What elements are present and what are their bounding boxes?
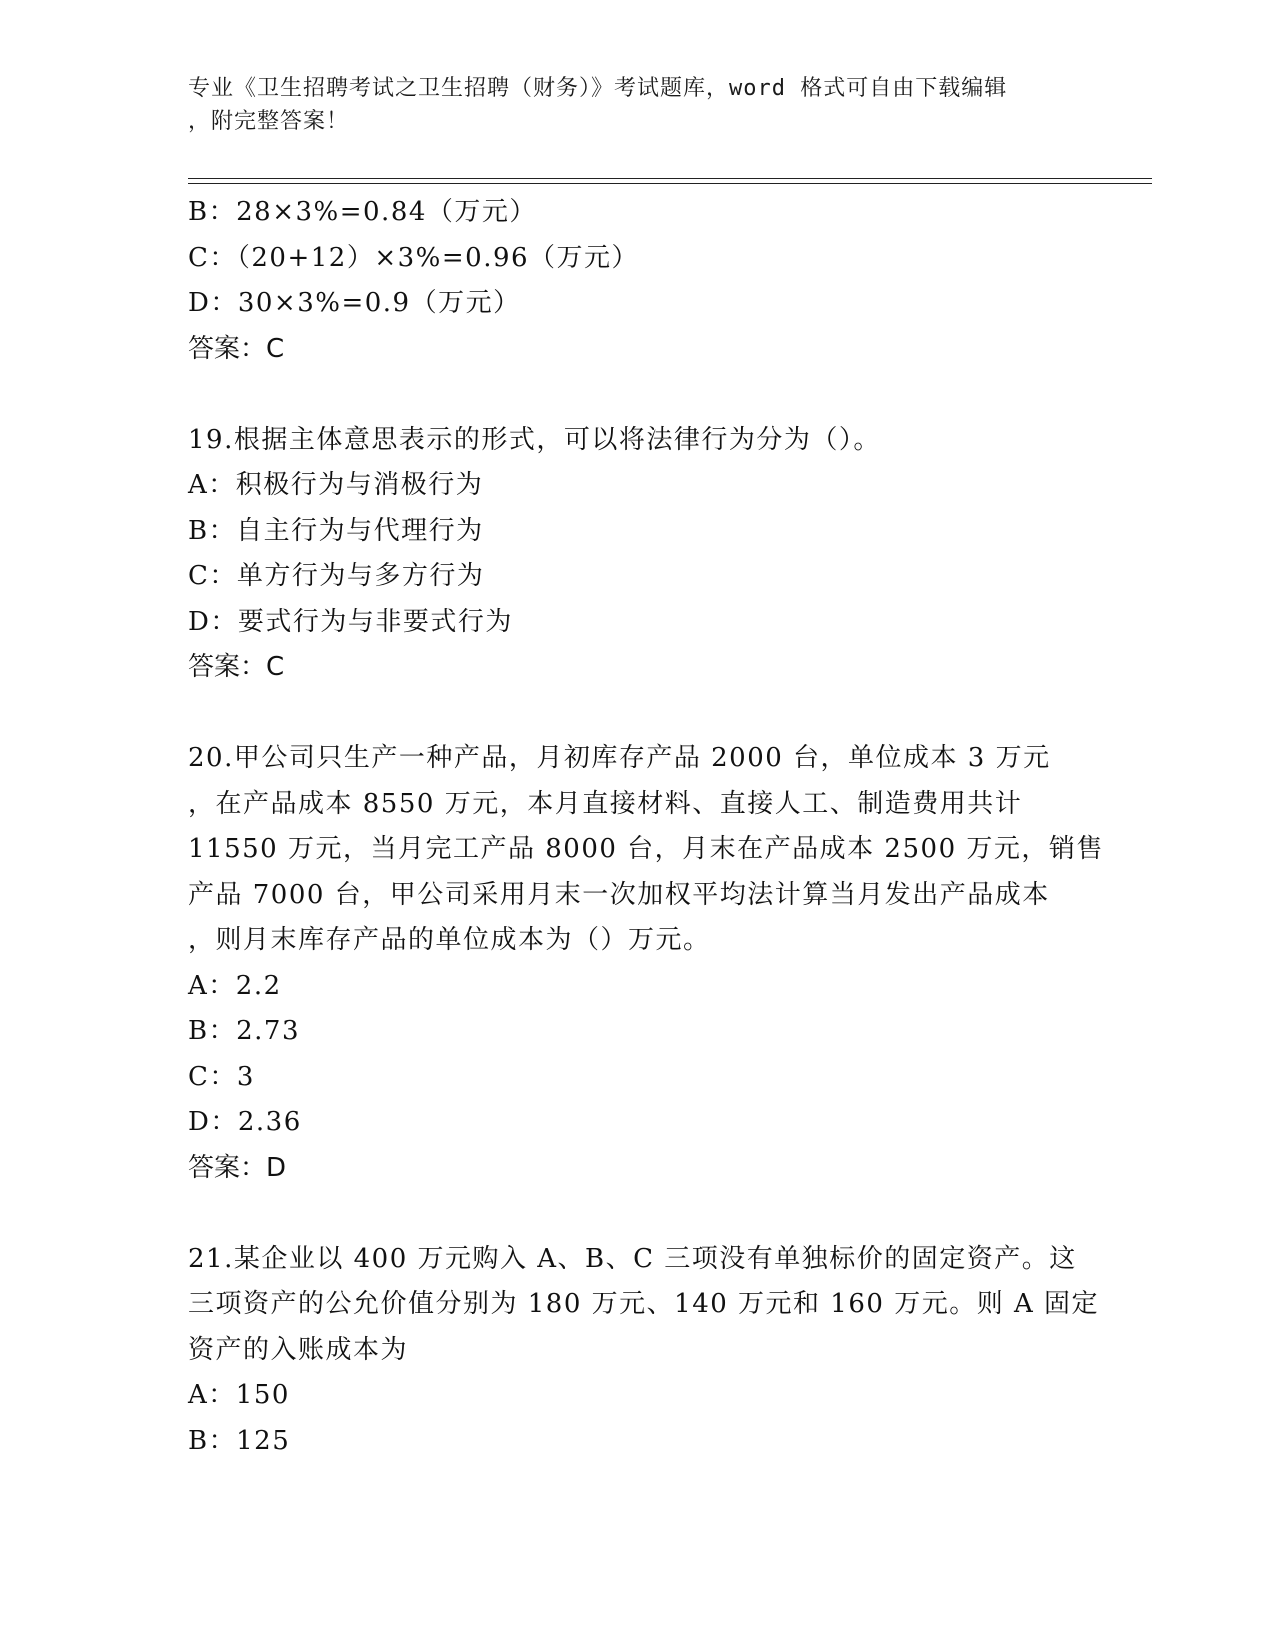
question-20 <box>188 736 1104 1191</box>
question-text-line: 20.甲公司只生产一种产品，月初库存产品 2000 台，单位成本 3 万元 <box>188 743 1051 773</box>
header-divider-bottom <box>188 183 1152 184</box>
option-d: D：30×3%=0.9（万元） <box>188 288 521 318</box>
header-divider-top <box>188 178 1152 179</box>
option-a: A：2.2 <box>188 970 282 1001</box>
answer: 答案：C <box>188 333 285 364</box>
question-18 <box>188 190 1088 372</box>
option-c: C：（20+12）×3%=0.96（万元） <box>188 242 640 273</box>
header-line-2: ，附完整答案！ <box>188 109 350 134</box>
question-content <box>188 190 1104 1464</box>
option-b: B：28×3%=0.84（万元） <box>188 197 537 227</box>
question-text-line: 三项资产的公允价值分别为 180 万元、140 万元和 160 万元。则 A 固定 <box>188 1289 1100 1319</box>
spacer <box>188 1191 1088 1237</box>
option-c: C：单方行为与多方行为 <box>188 561 485 591</box>
question-text-line: 资产的入账成本为 <box>188 1334 409 1365</box>
answer: 答案：C <box>188 652 285 682</box>
document-header <box>188 72 1088 138</box>
answer: 答案：D <box>188 1152 287 1183</box>
option-c: C：3 <box>188 1061 255 1092</box>
option-b: B：125 <box>188 1425 291 1456</box>
spacer <box>188 372 1088 418</box>
question-21 <box>188 1237 1100 1465</box>
question-text: 19.根据主体意思表示的形式，可以将法律行为分为（）。 <box>188 424 881 455</box>
option-d: D：要式行为与非要式行为 <box>188 606 513 637</box>
option-b: B：2.73 <box>188 1016 300 1046</box>
header-line-1: 专业《卫生招聘考试之卫生招聘（财务）》考试题库，word 格式可自由下载编辑 <box>188 76 1008 101</box>
question-19 <box>188 418 1088 691</box>
question-text-line: 11550 万元，当月完工产品 8000 台，月末在产品成本 2500 万元，销售 <box>188 834 1104 864</box>
question-text-line: ，则月末库存产品的单位成本为（）万元。 <box>188 925 711 955</box>
question-text-line: 产品 7000 台，甲公司采用月末一次加权平均法计算当月发出产品成本 <box>188 879 1050 910</box>
option-b: B：自主行为与代理行为 <box>188 515 484 546</box>
question-text-line: ，在产品成本 8550 万元，本月直接材料、直接人工、制造费用共计 <box>188 788 1023 819</box>
question-text-line: 21.某企业以 400 万元购入 A、B、C 三项没有单独标价的固定资产。这 <box>188 1243 1077 1274</box>
option-a: A：150 <box>188 1380 290 1410</box>
spacer <box>188 691 1088 737</box>
option-a: A：积极行为与消极行为 <box>188 470 484 500</box>
option-d: D：2.36 <box>188 1107 302 1137</box>
